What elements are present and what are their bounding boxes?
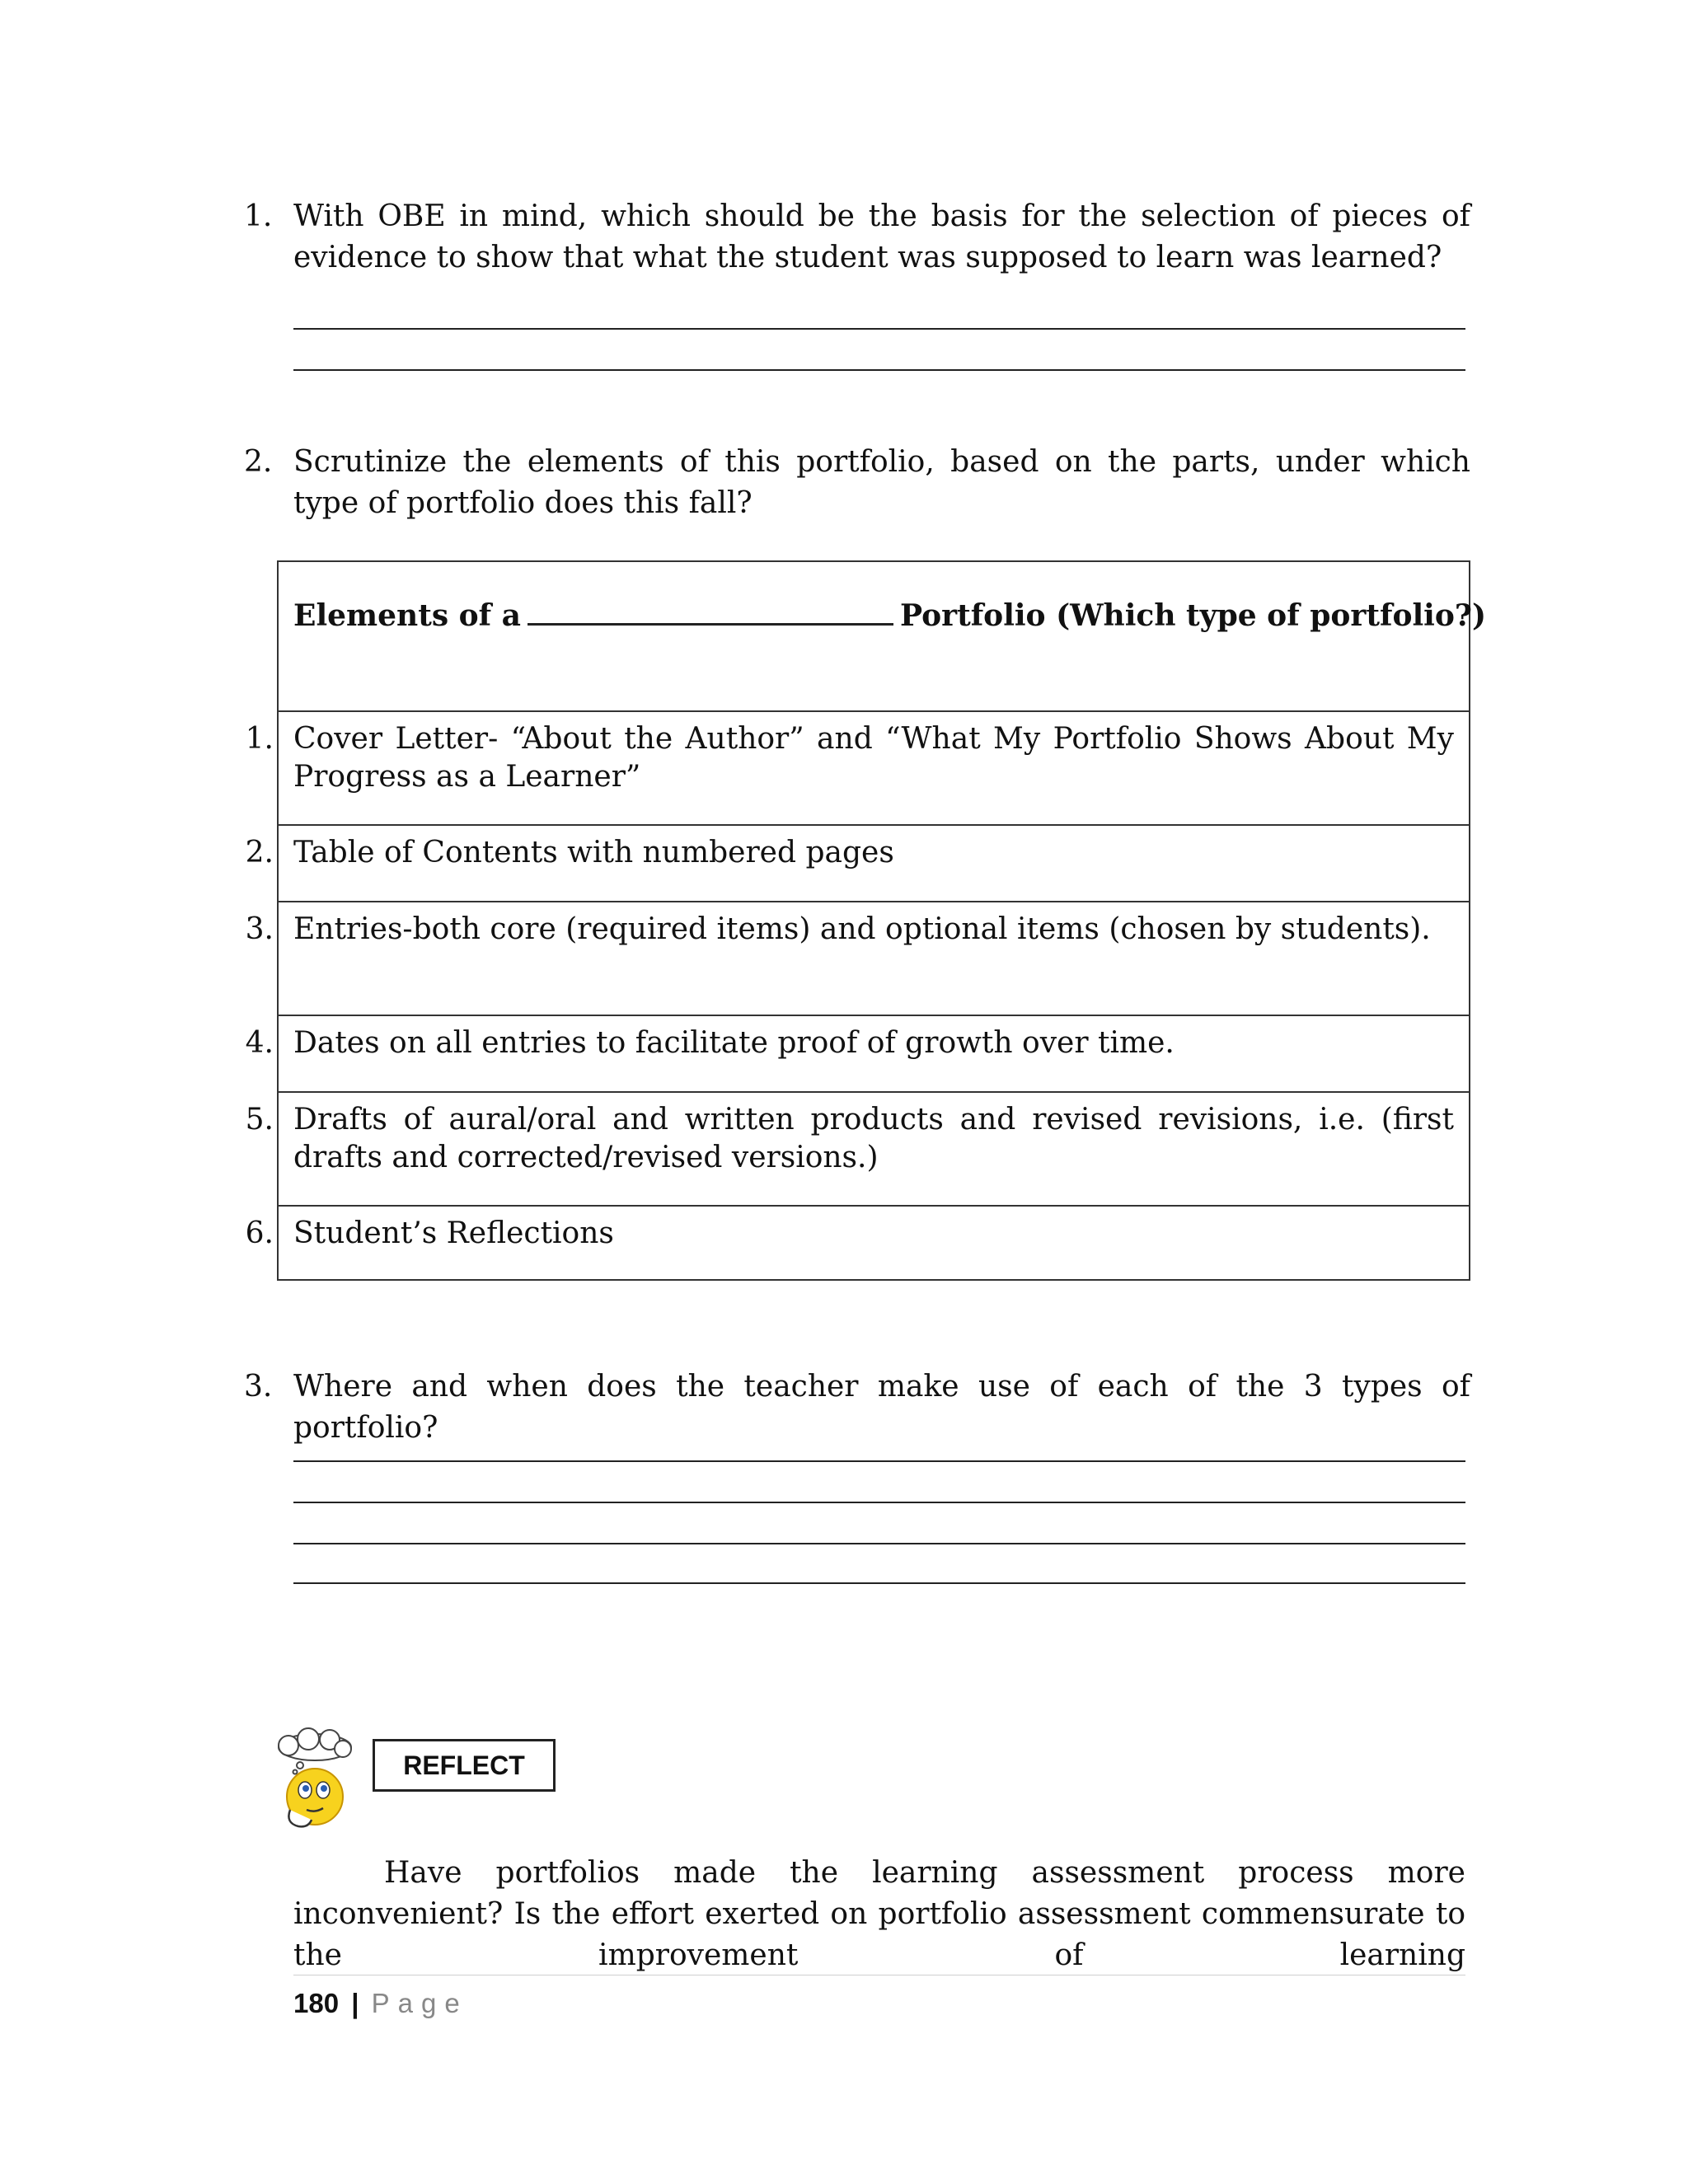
header-suffix: Portfolio (Which type of portfolio?) — [899, 598, 1486, 633]
reflect-label: REFLECT — [373, 1739, 556, 1792]
page-number: 180 — [293, 1988, 340, 2018]
question-2 — [244, 442, 1470, 524]
row-number: 4. — [245, 1026, 274, 1060]
row-number: 1. — [245, 722, 274, 756]
table-row — [245, 901, 1469, 1015]
page-footer — [293, 1983, 468, 2024]
table-row — [245, 824, 1469, 902]
answer-line[interactable] — [293, 328, 1465, 330]
row-number: 2. — [245, 836, 274, 869]
row-text: Dates on all entries to facilitate proof of growth over time. — [293, 1026, 1175, 1060]
row-text: Entries-both core (required items) and optional items (chosen by students). — [293, 912, 1431, 946]
table-row — [245, 1015, 1469, 1092]
thinking-smiley-icon — [265, 1727, 364, 1831]
question-number: 1. — [244, 199, 273, 233]
answer-line[interactable] — [293, 1502, 1465, 1503]
row-number: 3. — [245, 912, 274, 946]
answer-line[interactable] — [293, 1582, 1465, 1584]
row-text: Student’s Reflections — [293, 1216, 614, 1250]
row-text: Table of Contents with numbered pages — [293, 836, 894, 869]
table-header — [293, 597, 1486, 635]
footer-separator: | — [351, 1988, 359, 2018]
answer-line[interactable] — [293, 1543, 1465, 1544]
header-prefix: Elements of a — [293, 598, 521, 633]
question-text: Where and when does the teacher make use of each of the 3 types of portfolio? — [293, 1370, 1470, 1445]
question-3 — [244, 1366, 1470, 1449]
table-row — [245, 1205, 1469, 1282]
row-text: Cover Letter- “About the Author” and “What My Portfolio Shows About My Progress as a Learner” — [293, 722, 1454, 794]
portfolio-elements-table — [245, 560, 1486, 1281]
question-number: 3. — [244, 1370, 273, 1404]
row-number: 5. — [245, 1103, 274, 1137]
answer-line[interactable] — [293, 369, 1465, 371]
question-number: 2. — [244, 445, 273, 479]
answer-line[interactable] — [293, 1460, 1465, 1462]
table-row — [245, 710, 1469, 824]
table-row — [245, 1091, 1469, 1205]
question-1 — [244, 196, 1470, 279]
question-text: With OBE in mind, which should be the basis for the selection of pieces of evidence to show that what the student was supposed to learn was learned? — [293, 199, 1470, 274]
portfolio-type-blank[interactable] — [528, 598, 893, 626]
question-text: Scrutinize the elements of this portfolio, based on the parts, under which type of portfolio does this fall? — [293, 445, 1470, 520]
reflect-paragraph: Have portfolios made the learning assessment process more inconvenient? Is the effort exerted on portfolio assessment commensurate to the improvement of learning — [293, 1856, 1465, 1972]
page-word: Page — [371, 1988, 468, 2018]
row-number: 6. — [245, 1216, 274, 1250]
row-text: Drafts of aural/oral and written products and revised revisions, i.e. (first drafts and corrected/revised versions.) — [293, 1103, 1454, 1174]
